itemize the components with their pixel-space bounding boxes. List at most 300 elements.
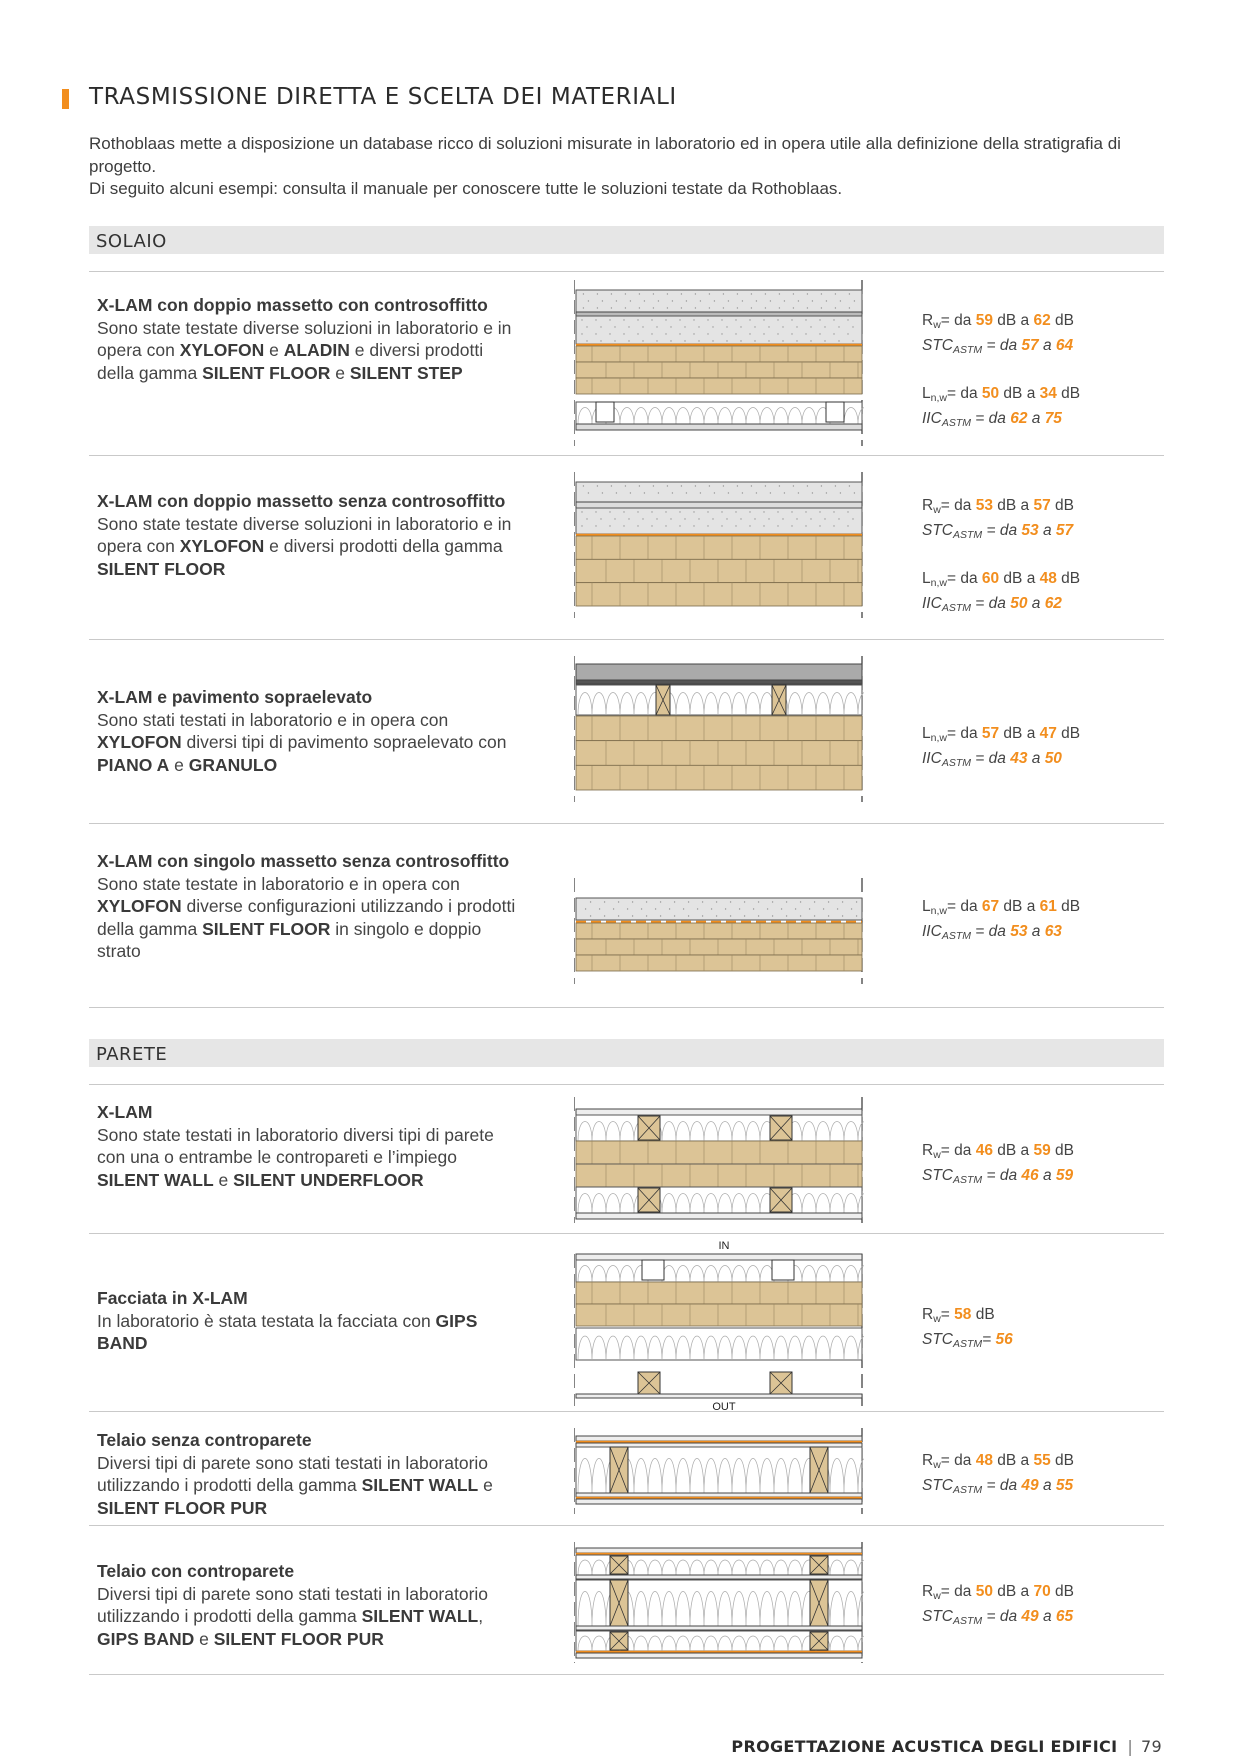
value-gap	[922, 360, 1080, 384]
value-range: = da 50 dB a 70 dB	[940, 1583, 1074, 1600]
value-number: 61	[1039, 898, 1057, 915]
screed-dot	[693, 319, 694, 320]
screed-dot	[849, 307, 850, 308]
screed-dot	[770, 300, 771, 301]
product-name: SILENT FLOOR	[202, 362, 331, 383]
value-subscript: n,w	[930, 732, 947, 744]
screed-dot	[786, 901, 787, 902]
value-subscript: n,w	[930, 577, 947, 589]
screed-dot	[833, 525, 834, 526]
screed-dot	[660, 901, 661, 902]
screed-dot	[679, 525, 680, 526]
screed-dot	[756, 300, 757, 301]
batten	[772, 1260, 794, 1280]
screed-dot	[854, 300, 855, 301]
value-number: 62	[1033, 312, 1051, 329]
screed-dot	[665, 319, 666, 320]
screed-dot	[796, 326, 797, 327]
screed-dot	[646, 915, 647, 916]
board-layer	[576, 1254, 862, 1260]
screed-layer	[576, 290, 862, 312]
screed-dot	[581, 333, 582, 334]
value-gap	[922, 545, 1080, 569]
board-layer	[576, 312, 862, 316]
entry-4-heading: X-LAM con singolo massetto senza controsoffitto	[97, 851, 510, 871]
value-range: = da 57 a 64	[982, 336, 1074, 354]
screed-dot	[628, 326, 629, 327]
page-title: TRASMISSIONE DIRETTA E SCELTA DEI MATERIALI	[89, 84, 677, 110]
screed-dot	[758, 901, 759, 902]
screed-dot	[819, 319, 820, 320]
screed-dot	[586, 326, 587, 327]
value-number: 46	[1021, 1166, 1039, 1184]
screed-dot	[782, 340, 783, 341]
screed-dot	[791, 511, 792, 512]
screed-dot	[700, 300, 701, 301]
screed-dot	[686, 300, 687, 301]
screed-dot	[763, 525, 764, 526]
value-subscript: ASTM	[953, 1614, 983, 1627]
value-subscript: ASTM	[941, 929, 971, 942]
screed-dot	[602, 300, 603, 301]
screed-dot	[681, 307, 682, 308]
screed-dot	[600, 326, 601, 327]
screed-dot	[854, 492, 855, 493]
screed-dot	[595, 319, 596, 320]
xlam-layer	[576, 378, 862, 394]
screed-dot	[707, 319, 708, 320]
value-number: 67	[981, 898, 1000, 915]
entry-8-description: Diversi tipi di parete sono stati testati in laboratorio utilizzando i prodotti della gamma SILENT WALL, GIPS BAND e SILENT FLOOR PUR	[97, 1583, 489, 1649]
value-number: 59	[1055, 1166, 1074, 1184]
screed-dot	[837, 908, 838, 909]
screed-dot	[781, 908, 782, 909]
screed-dot	[793, 307, 794, 308]
acoustic-value-line	[922, 749, 1080, 774]
screed-dot	[583, 307, 584, 308]
screed-dot	[711, 908, 712, 909]
screed-dot	[784, 300, 785, 301]
screed-dot	[623, 525, 624, 526]
screed-dot	[824, 340, 825, 341]
board-layer	[576, 1626, 862, 1630]
value-number: 57	[981, 725, 1000, 742]
entry-1-values	[922, 311, 1080, 433]
entry-8	[97, 1560, 517, 1650]
screed-dot	[777, 525, 778, 526]
value-number: 43	[1010, 749, 1028, 767]
value-subscript: w	[933, 1313, 941, 1325]
screed-dot	[737, 307, 738, 308]
screed-dot	[767, 908, 768, 909]
row-divider	[89, 1233, 1164, 1234]
screed-dot	[665, 511, 666, 512]
screed-dot	[758, 915, 759, 916]
entry-5-values	[922, 1141, 1074, 1190]
screed-dot	[726, 340, 727, 341]
screed-dot	[714, 300, 715, 301]
value-subscript: w	[933, 1590, 941, 1602]
screed-dot	[810, 518, 811, 519]
screed-dot	[742, 300, 743, 301]
board-layer	[576, 1499, 862, 1504]
acoustic-value-line	[922, 1582, 1074, 1607]
screed-dot	[849, 293, 850, 294]
screed-dot	[807, 293, 808, 294]
xlam-layer	[576, 559, 862, 582]
insulation-layer	[576, 1187, 862, 1213]
screed-dot	[651, 319, 652, 320]
screed-dot	[630, 492, 631, 493]
screed-dot	[749, 333, 750, 334]
value-subscript: w	[933, 1459, 941, 1471]
screed-dot	[613, 908, 614, 909]
screed-dot	[688, 915, 689, 916]
screed-dot	[642, 518, 643, 519]
screed-dot	[791, 525, 792, 526]
screed-dot	[838, 518, 839, 519]
screed-dot	[754, 340, 755, 341]
value-subscript: ASTM	[941, 416, 971, 429]
value-range: = 56	[982, 1330, 1013, 1348]
screed-dot	[768, 518, 769, 519]
screed-dot	[670, 326, 671, 327]
screed-dot	[684, 518, 685, 519]
screed-dot	[763, 333, 764, 334]
value-number: 57	[1055, 521, 1074, 539]
screed-dot	[642, 340, 643, 341]
value-subscript: ASTM	[953, 343, 983, 356]
screed-dot	[749, 319, 750, 320]
batten	[596, 402, 614, 422]
screed-dot	[751, 307, 752, 308]
screed-dot	[814, 915, 815, 916]
board-layer	[576, 1213, 862, 1219]
value-range: = da 60 dB a 48 dB	[946, 570, 1081, 587]
screed-dot	[753, 908, 754, 909]
xlam-layer	[576, 1141, 862, 1164]
screed-dot	[765, 307, 766, 308]
screed-dot	[700, 492, 701, 493]
board-layer	[576, 1548, 862, 1553]
value-subscript: w	[933, 504, 941, 516]
diagram-floor-double-screed-ceiling	[574, 278, 864, 448]
screed-dot	[651, 525, 652, 526]
screed-dot	[693, 525, 694, 526]
screed-dot	[728, 492, 729, 493]
screed-dot	[838, 340, 839, 341]
board-layer	[576, 664, 862, 680]
screed-dot	[639, 485, 640, 486]
acoustic-value-line	[922, 1330, 1013, 1355]
screed-dot	[660, 915, 661, 916]
value-label: $R_w$	[922, 1583, 941, 1602]
acoustic-value-line	[922, 569, 1080, 594]
screed-dot	[796, 518, 797, 519]
entry-1-heading: X-LAM con doppio massetto con controsoffitto	[97, 295, 488, 315]
batten	[642, 1260, 664, 1280]
screed-dot	[835, 307, 836, 308]
screed-dot	[581, 525, 582, 526]
screed-dot	[810, 326, 811, 327]
entry-2	[97, 490, 517, 580]
screed-dot	[842, 901, 843, 902]
entry-5	[97, 1101, 517, 1191]
value-number: 70	[1033, 1583, 1051, 1600]
entry-6	[97, 1287, 517, 1355]
footer-separator: |	[1127, 1737, 1134, 1756]
xlam-layer	[576, 536, 862, 559]
value-subscript: ASTM	[953, 1337, 983, 1350]
screed-dot	[742, 492, 743, 493]
screed-dot	[674, 915, 675, 916]
screed-dot	[800, 901, 801, 902]
screed-dot	[805, 319, 806, 320]
screed-dot	[814, 901, 815, 902]
value-number: 75	[1044, 409, 1062, 427]
screed-dot	[590, 915, 591, 916]
value-label: $IIC_{ASTM}$	[922, 749, 971, 769]
screed-dot	[824, 518, 825, 519]
screed-dot	[744, 915, 745, 916]
screed-dot	[737, 293, 738, 294]
value-number: 65	[1055, 1607, 1074, 1625]
screed-dot	[847, 511, 848, 512]
acoustic-value-line	[922, 336, 1080, 361]
entry-5-description: Sono state testati in laboratorio diversi tipi di parete con una o entrambe le contropareti e l’impiego SILENT WALL e SILENT UNDERFLOOR	[97, 1124, 494, 1190]
screed-dot	[669, 908, 670, 909]
acoustic-value-line	[922, 1607, 1074, 1632]
screed-dot	[667, 307, 668, 308]
screed-dot	[726, 326, 727, 327]
acoustic-value-line	[922, 1305, 1013, 1330]
screed-dot	[725, 908, 726, 909]
screed-dot	[665, 333, 666, 334]
screed-dot	[698, 326, 699, 327]
product-name: ALADIN	[283, 340, 350, 361]
screed-dot	[835, 293, 836, 294]
screed-dot	[630, 300, 631, 301]
screed-dot	[614, 518, 615, 519]
value-number: 53	[1010, 922, 1028, 940]
screed-dot	[625, 307, 626, 308]
diagram-frame-wall	[574, 1426, 864, 1516]
intro-line-1: Rothoblaas mette a disposizione un database ricco di soluzioni misurate in laboratorio ed in opera utile alla definizione della stratigrafia di progetto.	[89, 134, 1121, 176]
entry-6-values	[922, 1305, 1013, 1354]
screed-dot	[795, 908, 796, 909]
row-divider	[89, 1007, 1164, 1008]
screed-dot	[653, 485, 654, 486]
entry-1-description: Sono state testate diverse soluzioni in laboratorio e in opera con XYLOFON e ALADIN e diversi prodotti della gamma SILENT FLOOR e SILENT STEP	[97, 317, 512, 383]
screed-dot	[770, 492, 771, 493]
screed-dot	[777, 333, 778, 334]
value-subscript: ASTM	[941, 756, 971, 769]
screed-dot	[599, 908, 600, 909]
screed-dot	[632, 915, 633, 916]
screed-dot	[798, 300, 799, 301]
screed-dot	[819, 511, 820, 512]
value-subscript: w	[933, 1149, 941, 1161]
board-layer	[576, 1575, 862, 1579]
screed-dot	[723, 307, 724, 308]
row-divider	[89, 1674, 1164, 1675]
screed-dot	[805, 333, 806, 334]
value-range: = da 46 dB a 59 dB	[940, 1142, 1074, 1159]
value-range: = da 53 a 57	[982, 521, 1074, 539]
screed-dot	[681, 293, 682, 294]
screed-dot	[674, 901, 675, 902]
xlam-layer	[576, 939, 862, 955]
screed-dot	[672, 492, 673, 493]
product-name: SILENT WALL	[361, 1475, 479, 1496]
screed-dot	[637, 511, 638, 512]
screed-dot	[749, 525, 750, 526]
screed-dot	[840, 492, 841, 493]
screed-dot	[812, 300, 813, 301]
acoustic-value-line	[922, 1476, 1074, 1501]
value-label: $L_{n,w}$	[922, 385, 947, 404]
entry-6-description: In laboratorio è stata testata la facciata con GIPS BAND	[97, 1310, 478, 1354]
screed-dot	[782, 518, 783, 519]
screed-dot	[805, 525, 806, 526]
screed-dot	[735, 319, 736, 320]
screed-dot	[772, 901, 773, 902]
board-layer	[576, 1443, 862, 1447]
screed-dot	[847, 319, 848, 320]
value-label: $STC_{ASTM}$	[922, 1330, 983, 1350]
diagram-floor-single-screed	[574, 876, 864, 986]
screed-dot	[653, 307, 654, 308]
screed-dot	[847, 333, 848, 334]
intro-line-2: Di seguito alcuni esempi: consulta il manuale per conoscere tutte le soluzioni testate da Rothoblaas.	[89, 179, 843, 198]
screed-dot	[702, 915, 703, 916]
acoustic-value-line	[922, 594, 1080, 619]
value-number: 47	[1039, 725, 1057, 742]
product-name: GRANULO	[188, 754, 278, 775]
entry-4-description: Sono state testate in laboratorio e in opera con XYLOFON diverse configurazioni utilizzando i prodotti della gamma SILENT FLOOR in singolo e doppio strato	[97, 873, 516, 962]
value-number: 34	[1039, 385, 1057, 402]
diagram-facade-xlam	[574, 1236, 864, 1411]
screed-dot	[688, 901, 689, 902]
value-number: 48	[1039, 570, 1057, 587]
entry-3-heading: X-LAM e pavimento sopraelevato	[97, 687, 373, 707]
value-number: 64	[1055, 336, 1074, 354]
entry-7-values	[922, 1451, 1074, 1500]
entry-5-heading: X-LAM	[97, 1102, 153, 1122]
board-layer	[576, 502, 862, 508]
screed-dot	[751, 485, 752, 486]
screed-dot	[611, 485, 612, 486]
screed-dot	[793, 485, 794, 486]
row-divider	[89, 455, 1164, 456]
screed-dot	[665, 525, 666, 526]
value-number: 50	[981, 385, 1000, 402]
value-number: 50	[1010, 594, 1028, 612]
value-label: $STC_{ASTM}$	[922, 336, 983, 356]
row-divider	[89, 1084, 1164, 1085]
value-number: 55	[1055, 1476, 1074, 1494]
row-divider	[89, 271, 1164, 272]
acoustic-value-line	[922, 897, 1080, 922]
product-name: SILENT WALL	[97, 1169, 214, 1190]
screed-dot	[679, 333, 680, 334]
value-subscript: ASTM	[953, 528, 983, 541]
value-subscript: n,w	[930, 392, 947, 404]
screed-dot	[793, 293, 794, 294]
screed-dot	[697, 908, 698, 909]
screed-dot	[807, 307, 808, 308]
screed-dot	[707, 511, 708, 512]
screed-dot	[581, 319, 582, 320]
value-number: 56	[995, 1330, 1013, 1348]
value-number: 60	[981, 570, 1000, 587]
intro-paragraph	[89, 133, 1164, 201]
screed-dot	[609, 511, 610, 512]
xlam-layer	[576, 583, 862, 606]
row-divider	[89, 1411, 1164, 1412]
value-range: = da 43 a 50	[970, 749, 1062, 767]
entry-7-description: Diversi tipi di parete sono stati testati in laboratorio utilizzando i prodotti della gamma SILENT WALL e SILENT FLOOR PUR	[97, 1452, 493, 1518]
value-range: = da 53 a 63	[970, 922, 1062, 940]
board-layer	[576, 1436, 862, 1441]
screed-dot	[842, 915, 843, 916]
value-number: 49	[1021, 1476, 1039, 1494]
entry-7-heading: Telaio senza controparete	[97, 1430, 312, 1450]
value-number: 46	[975, 1142, 993, 1159]
product-name: SILENT STEP	[349, 362, 463, 383]
screed-dot	[586, 518, 587, 519]
screed-dot	[637, 525, 638, 526]
screed-dot	[695, 293, 696, 294]
value-label: $STC_{ASTM}$	[922, 1476, 983, 1496]
screed-dot	[768, 326, 769, 327]
value-number: 62	[1044, 594, 1062, 612]
screed-dot	[826, 492, 827, 493]
screed-dot	[602, 492, 603, 493]
screed-dot	[641, 908, 642, 909]
diagram-floor-raised	[574, 654, 864, 804]
value-range: = da 49 a 55	[982, 1476, 1074, 1494]
row-divider	[89, 639, 1164, 640]
acoustic-value-line	[922, 1166, 1074, 1191]
screed-dot	[695, 485, 696, 486]
value-label: $L_{n,w}$	[922, 725, 947, 744]
screed-dot	[639, 307, 640, 308]
screed-dot	[595, 333, 596, 334]
screed-layer	[576, 316, 862, 344]
value-number: 62	[1010, 409, 1028, 427]
value-number: 58	[954, 1306, 972, 1323]
screed-dot	[819, 525, 820, 526]
screed-dot	[798, 492, 799, 493]
screed-dot	[740, 340, 741, 341]
insulation-layer	[576, 1260, 862, 1282]
screed-dot	[833, 333, 834, 334]
screed-dot	[625, 485, 626, 486]
screed-dot	[828, 901, 829, 902]
value-range: = da 50 dB a 34 dB	[946, 385, 1081, 402]
product-name: XYLOFON	[97, 732, 182, 753]
screed-dot	[684, 340, 685, 341]
insulation-layer	[576, 685, 862, 715]
screed-dot	[604, 915, 605, 916]
screed-dot	[821, 293, 822, 294]
value-label: $IIC_{ASTM}$	[922, 922, 971, 942]
product-name: GIPS BAND	[97, 1310, 478, 1354]
screed-dot	[616, 492, 617, 493]
board-layer	[576, 1394, 862, 1398]
value-subscript: w	[933, 319, 941, 331]
